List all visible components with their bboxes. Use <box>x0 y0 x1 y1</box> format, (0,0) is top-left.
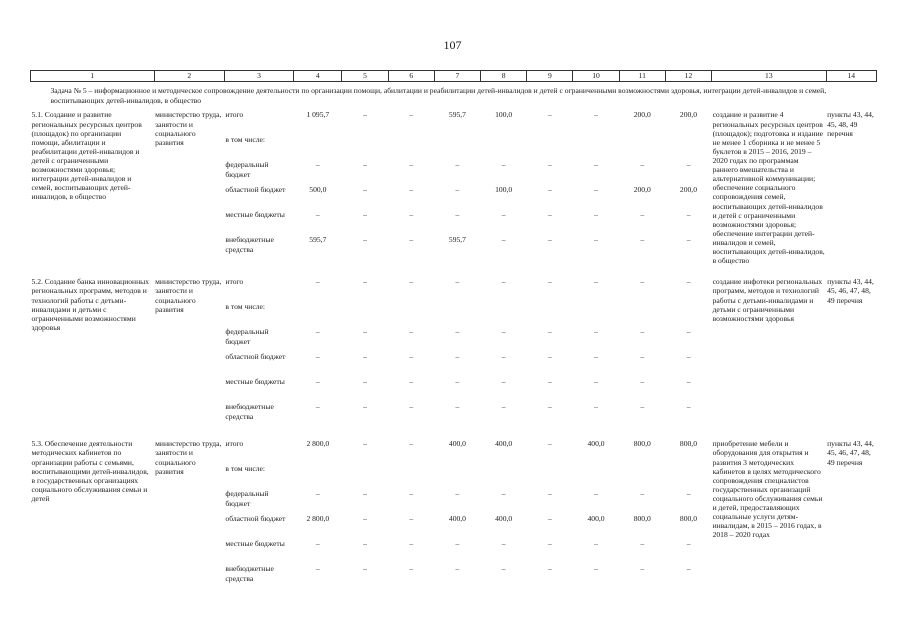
value-column <box>573 110 619 265</box>
value-column <box>294 277 342 427</box>
value-cell: – <box>594 539 598 549</box>
value-cell <box>528 302 572 327</box>
column-number: 3 <box>224 71 293 82</box>
value-cell: – <box>363 514 367 524</box>
value-cell: – <box>594 402 598 412</box>
value-cell: – <box>640 160 645 170</box>
value-cell: – <box>501 160 506 170</box>
column-number: 1 <box>31 71 155 82</box>
row-gap-cell <box>31 265 877 277</box>
value-column <box>294 110 342 265</box>
funding-source-label: итого <box>225 110 244 120</box>
measure-name: 5.1. Создание и развитие региональных ресурсных центров (площадок) по организации помощи, абилитации и реабилитации детей-инвалидов и детей с ограниченными возможностями здоровья; интеграции детей-инвалидов и семей, воспитывающих детей-инвалидов, в общество <box>31 110 142 202</box>
value-column <box>388 110 434 265</box>
value-cell: – <box>686 489 691 499</box>
value-cell: – <box>315 539 320 549</box>
value-cell: – <box>455 564 460 574</box>
value-cell: 400,0 <box>448 514 466 524</box>
value-cell: 400,0 <box>495 514 513 524</box>
value-cell: – <box>640 210 645 220</box>
row-gap-cell <box>31 427 877 439</box>
value-cell: – <box>501 564 506 574</box>
value-cell: 800,0 <box>679 514 697 524</box>
value-cell: – <box>315 327 320 337</box>
value-cell: – <box>686 564 691 574</box>
value-cell: – <box>594 352 598 362</box>
funding-sources <box>224 110 293 265</box>
value-cell: – <box>686 160 691 170</box>
value-cell: 800,0 <box>679 439 697 449</box>
value-column <box>434 277 480 427</box>
funding-source-label: местные бюджеты <box>225 210 285 220</box>
value-cell: – <box>409 514 414 524</box>
column-number: 12 <box>665 71 711 82</box>
value-cell: 595,7 <box>448 235 466 245</box>
value-cell: – <box>315 489 320 499</box>
funding-source-label: внебюджетные средства <box>225 235 274 255</box>
column-number: 14 <box>826 71 876 82</box>
value-cell: – <box>363 277 367 287</box>
value-cell: – <box>409 110 414 120</box>
value-cell: – <box>686 352 691 362</box>
value-cell <box>620 135 664 160</box>
value-cell: 400,0 <box>587 514 605 524</box>
value-cell: – <box>409 539 414 549</box>
value-cell: 100,0 <box>495 185 513 195</box>
value-cell: 200,0 <box>679 110 697 120</box>
value-cell: 800,0 <box>633 514 651 524</box>
value-cell: – <box>547 160 552 170</box>
value-cell <box>482 135 526 160</box>
value-column <box>665 277 711 427</box>
value-cell: – <box>594 489 598 499</box>
value-cell: – <box>640 277 645 287</box>
value-cell: – <box>409 352 414 362</box>
column-number: 7 <box>434 71 480 82</box>
row-gap <box>31 427 877 439</box>
column-number: 5 <box>342 71 388 82</box>
value-cell: – <box>409 377 414 387</box>
value-cell: – <box>594 377 598 387</box>
value-cell: – <box>455 210 460 220</box>
measure-executor: министерство труда, занятости и социального развития <box>155 439 222 476</box>
value-column <box>527 439 573 589</box>
value-cell: – <box>640 489 645 499</box>
value-cell: – <box>594 327 598 337</box>
value-cell <box>389 302 433 327</box>
value-cell: 200,0 <box>633 185 651 195</box>
column-number: 4 <box>294 71 342 82</box>
value-cell: – <box>501 235 506 245</box>
value-cell: – <box>409 327 414 337</box>
measure-row <box>31 110 877 265</box>
value-column <box>342 277 388 427</box>
value-cell <box>574 135 618 160</box>
value-cell: – <box>409 439 414 449</box>
value-cell: – <box>501 210 506 220</box>
value-cell: – <box>363 489 367 499</box>
value-cell: – <box>455 539 460 549</box>
value-cell: – <box>363 377 367 387</box>
value-cell: – <box>501 402 506 412</box>
value-cell: 400,0 <box>587 439 605 449</box>
funding-source-label: в том числе: <box>225 135 265 145</box>
value-cell: – <box>686 327 691 337</box>
value-column <box>527 277 573 427</box>
value-cell: – <box>315 352 320 362</box>
value-cell: – <box>501 277 506 287</box>
value-cell <box>435 135 479 160</box>
value-cell: – <box>363 564 367 574</box>
value-cell: – <box>547 564 552 574</box>
value-cell: – <box>640 564 645 574</box>
value-cell: – <box>547 277 552 287</box>
value-cell: – <box>409 235 414 245</box>
value-cell: – <box>547 185 552 195</box>
task-row <box>31 81 877 110</box>
funding-source-label: итого <box>225 277 244 287</box>
value-cell: – <box>315 160 320 170</box>
measure-points: пункты 43, 44, 45, 48, 49 перечня <box>827 110 874 138</box>
value-cell: – <box>363 327 367 337</box>
value-cell: – <box>363 352 367 362</box>
value-cell: – <box>640 539 645 549</box>
value-cell: – <box>501 539 506 549</box>
value-cell: – <box>501 327 506 337</box>
value-cell: – <box>315 402 320 412</box>
value-cell: – <box>409 160 414 170</box>
value-column <box>434 439 480 589</box>
value-cell: – <box>594 185 598 195</box>
column-number: 9 <box>527 71 573 82</box>
value-cell: – <box>315 277 320 287</box>
measure-name: 5.2. Создание банка инновационных региональных программ, методов и технологий работы с детьми-инвалидами и детьми с ограниченными возможностями здоровья <box>31 277 150 332</box>
funding-source-label: федеральный бюджет <box>225 489 269 509</box>
value-column <box>573 277 619 427</box>
value-cell: – <box>686 402 691 412</box>
measure-executor: министерство труда, занятости и социального развития <box>155 277 222 314</box>
column-number-row <box>31 71 877 82</box>
funding-sources <box>224 277 293 427</box>
value-cell <box>435 302 479 327</box>
value-cell: – <box>455 327 460 337</box>
value-cell: – <box>315 377 320 387</box>
value-cell <box>482 464 526 489</box>
value-cell: – <box>547 439 552 449</box>
value-cell: – <box>501 352 506 362</box>
value-cell: – <box>363 539 367 549</box>
value-column <box>388 439 434 589</box>
measure-points: пункты 43, 44, 45, 46, 47, 48, 49 перечня <box>827 439 874 467</box>
value-cell: 500,0 <box>309 185 327 195</box>
funding-sources <box>224 439 293 589</box>
value-cell <box>666 135 710 160</box>
value-cell <box>620 302 664 327</box>
value-cell: – <box>594 210 598 220</box>
value-cell: 1 095,7 <box>306 110 330 120</box>
value-cell: – <box>315 564 320 574</box>
funding-source-label: местные бюджеты <box>225 377 285 387</box>
value-cell <box>435 464 479 489</box>
funding-source-label: внебюджетные средства <box>225 402 274 422</box>
value-cell <box>389 135 433 160</box>
value-column <box>434 110 480 265</box>
value-cell: – <box>363 110 367 120</box>
value-cell: – <box>409 277 414 287</box>
column-number: 2 <box>154 71 224 82</box>
column-number: 13 <box>712 71 827 82</box>
value-cell <box>295 302 341 327</box>
measure-name: 5.3. Обеспечение деятельности методических кабинетов по организации работы с семьями, воспитывающими детей-инвалидов, в государственных организациях социального обслуживания семьи и детей <box>31 439 149 503</box>
column-number: 10 <box>573 71 619 82</box>
value-cell: – <box>686 235 691 245</box>
value-cell: – <box>547 110 552 120</box>
measure-points: пункты 43, 44, 45, 46, 47, 48, 49 перечня <box>827 277 874 305</box>
program-table <box>30 70 877 589</box>
value-cell: – <box>547 327 552 337</box>
value-cell: – <box>501 377 506 387</box>
value-cell: – <box>640 327 645 337</box>
funding-source-label: внебюджетные средства <box>225 564 274 584</box>
value-cell: – <box>547 539 552 549</box>
value-cell: – <box>455 277 460 287</box>
value-column <box>481 110 527 265</box>
value-cell: – <box>363 160 367 170</box>
value-column <box>619 110 665 265</box>
value-cell <box>666 464 710 489</box>
value-cell <box>343 302 387 327</box>
column-number: 8 <box>481 71 527 82</box>
value-cell: – <box>455 160 460 170</box>
measure-result: приобретение мебели и оборудования для открытия и развития 3 методических кабинетов в целях методического сопровождения специалистов государственных организаций социального обслуживания семьи и детей, предоставляющих социальные услуги детям-инвалидам, в 2015 – 2016 годах, в 2018 – 2020 годах <box>712 439 823 540</box>
value-cell: – <box>547 514 552 524</box>
funding-source-label: федеральный бюджет <box>225 327 269 347</box>
value-column <box>294 439 342 589</box>
value-cell <box>666 302 710 327</box>
value-cell: – <box>640 352 645 362</box>
value-cell <box>343 464 387 489</box>
value-cell: – <box>315 210 320 220</box>
value-column <box>481 277 527 427</box>
value-cell <box>528 135 572 160</box>
page-number: 107 <box>443 38 462 52</box>
value-cell: – <box>455 402 460 412</box>
value-cell: – <box>547 402 552 412</box>
value-column <box>342 439 388 589</box>
value-column <box>527 110 573 265</box>
value-cell: 400,0 <box>495 439 513 449</box>
value-cell <box>574 302 618 327</box>
value-cell: 595,7 <box>309 235 327 245</box>
value-cell: 800,0 <box>633 439 651 449</box>
funding-source-label: в том числе: <box>225 302 265 312</box>
value-column <box>573 439 619 589</box>
value-cell: – <box>409 210 414 220</box>
value-cell: – <box>363 235 367 245</box>
value-cell: – <box>640 235 645 245</box>
value-cell: – <box>547 377 552 387</box>
value-cell <box>482 302 526 327</box>
measure-row <box>31 439 877 589</box>
funding-source-label: областной бюджет <box>225 352 286 362</box>
value-cell: – <box>409 402 414 412</box>
value-cell <box>295 464 341 489</box>
value-cell <box>295 135 341 160</box>
measure-result: создание и развитие 4 региональных ресурсных центров (площадок); подготовка и издание не менее 1 сборника и не менее 5 буклетов в 2015 – 2016, 2019 – 2020 годах по программам раннего вмешательства и альтернативной коммуникации; обеспечение социального сопровождения семей, воспитывающих детей-инвалидов и детей с ограниченными возможностями здоровья; обеспечение интеграции детей-инвалидов и семей, воспитывающих детей-инвалидов, в общество <box>712 110 825 266</box>
value-column <box>342 110 388 265</box>
value-cell: – <box>455 352 460 362</box>
value-column <box>665 439 711 589</box>
value-cell: – <box>547 235 552 245</box>
value-cell: 200,0 <box>679 185 697 195</box>
value-cell: – <box>501 489 506 499</box>
value-cell: – <box>455 377 460 387</box>
value-cell: – <box>363 210 367 220</box>
funding-source-label: в том числе: <box>225 464 265 474</box>
measure-result: создание инфотеки региональных программ, методов и технологий работы с детьми-инвалидами и детьми с ограниченными возможностями здоровья <box>712 277 823 323</box>
value-column <box>388 277 434 427</box>
value-cell: – <box>455 185 460 195</box>
value-cell: – <box>594 160 598 170</box>
value-cell: – <box>594 564 598 574</box>
value-cell <box>620 464 664 489</box>
value-cell: – <box>363 439 367 449</box>
funding-source-label: областной бюджет <box>225 514 286 524</box>
value-cell: – <box>363 185 367 195</box>
value-cell: – <box>455 489 460 499</box>
value-cell <box>574 464 618 489</box>
measure-row <box>31 277 877 427</box>
funding-source-label: итого <box>225 439 244 449</box>
value-cell: 2 800,0 <box>306 439 330 449</box>
value-column <box>481 439 527 589</box>
value-cell: 595,7 <box>448 110 466 120</box>
value-cell: – <box>547 489 552 499</box>
value-cell: – <box>409 185 414 195</box>
value-column <box>619 277 665 427</box>
value-cell: – <box>594 235 598 245</box>
value-cell: – <box>409 564 414 574</box>
value-column <box>665 110 711 265</box>
value-cell: – <box>686 377 691 387</box>
task-title: Задача № 5 – информационное и методическое сопровождение деятельности по организации помощи, абилитации и реабилитации детей-инвалидов и детей с ограниченными возможностями здоровья, интеграции детей-инвалидов и семей, воспитывающих детей-инвалидов, в общество <box>50 85 827 105</box>
value-cell: – <box>547 210 552 220</box>
value-cell: – <box>594 277 598 287</box>
value-cell: 2 800,0 <box>306 514 330 524</box>
value-column <box>619 439 665 589</box>
value-cell: – <box>686 539 691 549</box>
value-cell: – <box>409 489 414 499</box>
value-cell <box>343 135 387 160</box>
value-cell: – <box>640 377 645 387</box>
value-cell: 100,0 <box>495 110 513 120</box>
column-number: 6 <box>388 71 434 82</box>
value-cell <box>528 464 572 489</box>
value-cell: – <box>686 277 691 287</box>
column-number: 11 <box>619 71 665 82</box>
value-cell: – <box>594 110 598 120</box>
measure-executor: министерство труда, занятости и социального развития <box>155 110 222 147</box>
funding-source-label: федеральный бюджет <box>225 160 269 180</box>
value-cell <box>389 464 433 489</box>
value-cell: – <box>640 402 645 412</box>
value-cell: – <box>547 352 552 362</box>
value-cell: 400,0 <box>448 439 466 449</box>
funding-source-label: областной бюджет <box>225 185 286 195</box>
funding-source-label: местные бюджеты <box>225 539 285 549</box>
value-cell: – <box>363 402 367 412</box>
value-cell: – <box>686 210 691 220</box>
value-cell: 200,0 <box>633 110 651 120</box>
row-gap <box>31 265 877 277</box>
